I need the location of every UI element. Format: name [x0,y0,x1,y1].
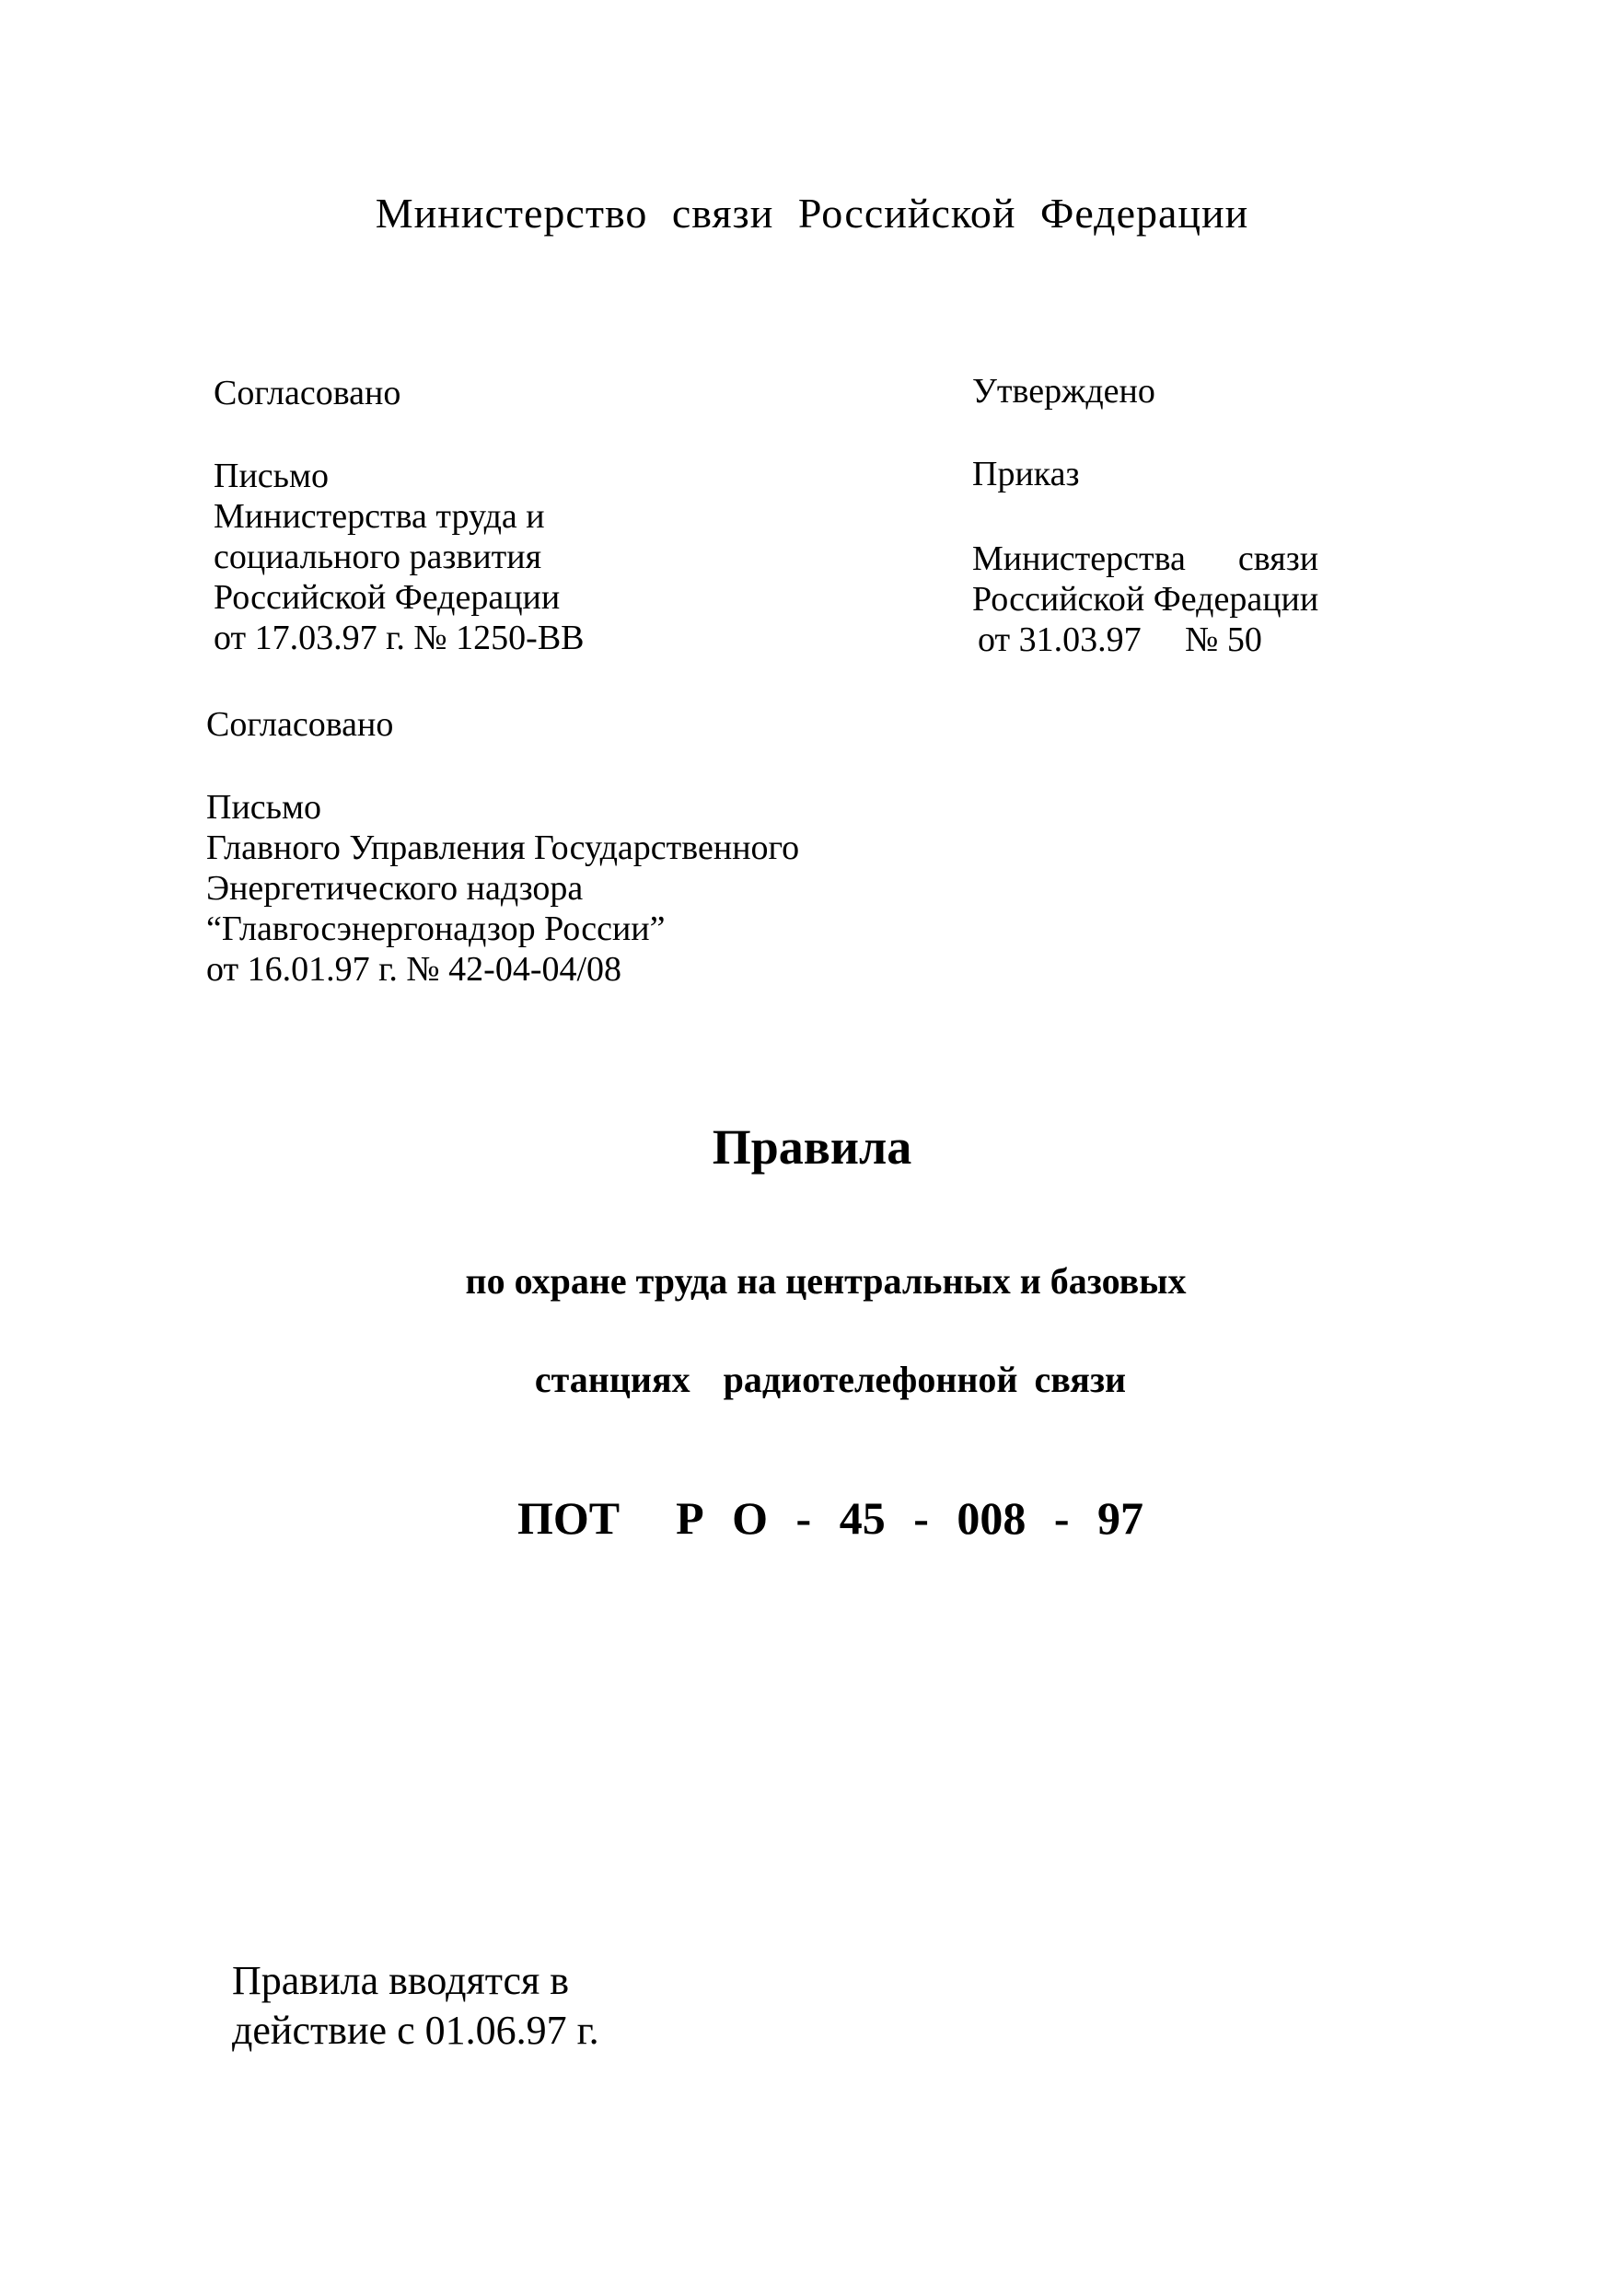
document-subtitle-line-2: станциях радиотелефонной связи [534,1359,1127,1400]
approval-line: Российской Федерации [972,580,1319,619]
approval-line: социального развития [214,538,542,576]
approval-line: Энергетического надзора [206,869,584,908]
approval-line: Министерства связи [972,539,1319,578]
approved-heading: Утверждено [972,372,1155,411]
approval-line: Главного Управления Государственного [206,828,800,867]
document-title: Правила [712,1119,912,1175]
approval-block-energy-supervision [206,704,799,990]
approval-block-communications-ministry [972,371,1318,660]
ministry-header: Министерство связи Российской Федерации [375,190,1249,237]
approval-line: от 31.03.97 № 50 [978,620,1262,659]
approval-heading: Согласовано [206,705,394,744]
approval-block-labor-ministry [214,373,585,658]
approval-heading: Согласовано [214,374,401,412]
document-code: ПОТ Р О - 45 - 008 - 97 [516,1492,1144,1544]
effective-date-block [232,1956,599,2056]
approval-line: от 16.01.97 г. № 42-04-04/08 [206,950,622,989]
approval-line: “Главгосэнергонадзор России” [206,909,666,948]
effective-line: действие с 01.06.97 г. [232,2008,599,2053]
approval-line: Министерства труда и [214,497,545,536]
approval-line: Письмо [214,457,330,495]
document-subtitle-line-1: по охране труда на центральных и базовых [465,1260,1187,1302]
approval-line: Приказ [972,455,1080,493]
approval-line: от 17.03.97 г. № 1250-ВВ [214,619,585,657]
approval-line: Письмо [206,788,322,827]
approval-line: Российской Федерации [214,578,561,617]
effective-line: Правила вводятся в [232,1958,570,2003]
